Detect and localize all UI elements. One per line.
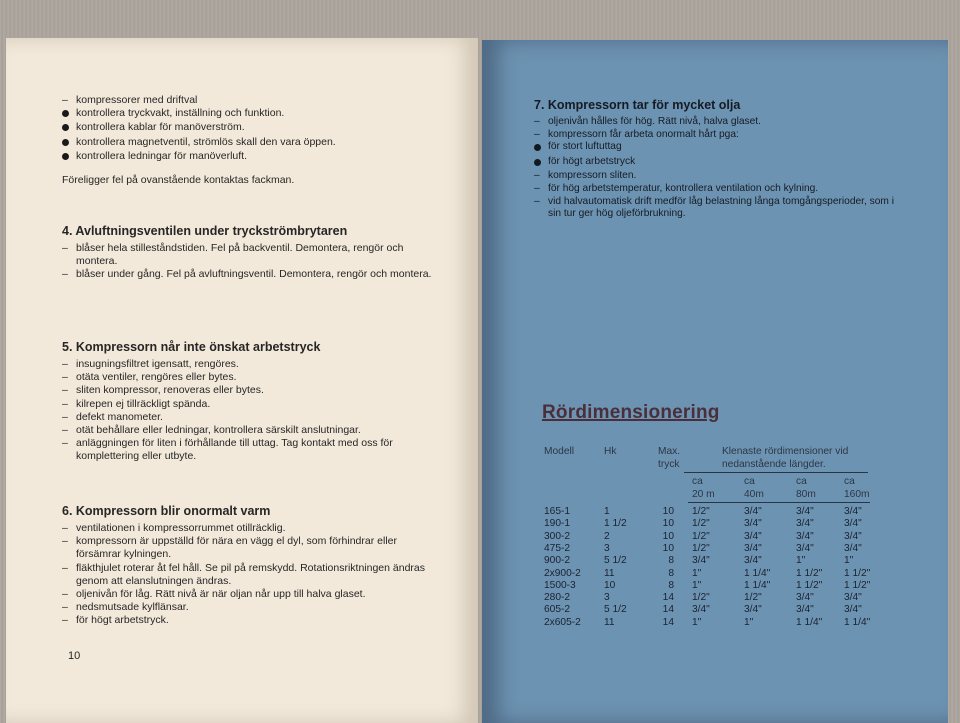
- cell-80m: 1": [796, 555, 806, 567]
- list-item: – oljenivån för låg. Rätt nivå är när oljan når upp till halva glaset.: [62, 588, 432, 601]
- cell-modell: 475-2: [544, 542, 571, 554]
- cell-hk: 2: [604, 530, 610, 542]
- length-label: 160m: [844, 489, 870, 500]
- section-heading: 6. Kompressorn blir onormalt varm: [62, 504, 271, 518]
- cell-20m: 1/2": [692, 530, 710, 542]
- cell-80m: 1 1/2": [796, 567, 823, 579]
- cell-80m: 3/4": [796, 506, 814, 517]
- table-row: [540, 555, 890, 567]
- intro-note: Föreligger fel på ovanstående kontaktas fackman.: [62, 174, 295, 187]
- list-item: kontrollera magnetventil, strömlös skall den vara öppen.: [62, 136, 452, 150]
- table-title: Rördimensionering: [542, 402, 720, 423]
- list-item: – för hög arbetstemperatur, kontrollera ventilation och kylning.: [534, 183, 894, 196]
- header-klenaste: Klenaste rördimensioner vid: [722, 446, 849, 457]
- cell-tryck: 8: [668, 567, 674, 579]
- list-item: – kompressorn får arbeta onormalt hårt pga:: [534, 129, 894, 142]
- list-item: för högt arbetstryck: [534, 156, 894, 171]
- section-7: [534, 98, 894, 221]
- header-rule: [684, 472, 868, 473]
- cell-20m: 3/4": [692, 555, 710, 567]
- cell-hk: 3: [604, 542, 610, 554]
- cell-tryck: 8: [668, 555, 674, 567]
- list-item: – defekt manometer.: [62, 411, 432, 424]
- cell-20m: 1/2": [692, 506, 710, 517]
- cell-hk: 11: [604, 567, 615, 579]
- cell-tryck: 10: [662, 506, 674, 517]
- cell-hk: 1: [604, 506, 610, 517]
- table-row: [540, 604, 890, 616]
- length-ca: ca: [844, 476, 855, 487]
- cell-modell: 190-1: [544, 518, 571, 530]
- section-heading: 5. Kompressorn når inte önskat arbetstryck: [62, 340, 321, 354]
- cell-modell: 1500-3: [544, 579, 576, 591]
- table-row: [540, 617, 890, 629]
- cell-160m: 1 1/2": [844, 579, 871, 591]
- cell-80m: 3/4": [796, 592, 814, 604]
- left-page: [6, 38, 478, 723]
- cell-160m: 1 1/4": [844, 616, 871, 628]
- cell-40m: 1 1/4": [744, 567, 771, 579]
- cell-40m: 3/4": [744, 542, 762, 554]
- cell-80m: 1 1/2": [796, 579, 823, 591]
- cell-20m: 3/4": [692, 604, 710, 616]
- cell-hk: 1 1/2: [604, 518, 627, 530]
- length-label: 80m: [796, 489, 816, 500]
- list-item: – blåser under gång. Fel på avluftningsventil. Demontera, rengör och montera.: [62, 268, 432, 281]
- cell-20m: 1/2": [692, 592, 710, 604]
- section-5: [62, 340, 432, 464]
- list-item: – kompressorer med driftval: [62, 94, 452, 107]
- cell-hk: 3: [604, 592, 610, 604]
- cell-modell: 165-1: [544, 506, 571, 517]
- table-row: [540, 518, 890, 530]
- cell-80m: 3/4": [796, 518, 814, 530]
- list-item: – otät behållare eller ledningar, kontrollera särskilt anslutningar.: [62, 424, 432, 437]
- list-item: kontrollera tryckvakt, inställning och funktion.: [62, 107, 452, 121]
- cell-80m: 3/4": [796, 542, 814, 554]
- cell-hk: 5 1/2: [604, 555, 627, 567]
- length-ca: ca: [796, 476, 807, 487]
- cell-tryck: 14: [662, 592, 674, 604]
- header-modell: Modell: [544, 446, 575, 457]
- cell-80m: 3/4": [796, 530, 814, 542]
- table-row: [540, 580, 890, 592]
- list-item: – fläkthjulet roterar åt fel håll. Se pil på remskydd. Rotationsriktningen ändras genom att elanslutningen ändras.: [62, 562, 432, 588]
- cell-tryck: 10: [662, 530, 674, 542]
- right-page: [482, 40, 948, 723]
- list-item: – nedsmutsade kylflänsar.: [62, 601, 432, 614]
- list-item: – otäta ventiler, rengöres eller bytes.: [62, 371, 432, 384]
- intro-list: [62, 94, 452, 187]
- cell-160m: 3/4": [844, 530, 862, 542]
- header-hk: Hk: [604, 446, 617, 457]
- list-item: – blåser hela stilleståndstiden. Fel på backventil. Demontera, rengör och montera.: [62, 242, 432, 268]
- section-4: [62, 224, 432, 282]
- length-label: 20 m: [692, 489, 715, 500]
- table-row: [540, 543, 890, 555]
- cell-tryck: 8: [668, 579, 674, 591]
- section-heading: 4. Avluftningsventilen under tryckströmbrytaren: [62, 224, 348, 238]
- table-row: [540, 506, 890, 518]
- cell-hk: 5 1/2: [604, 604, 627, 616]
- cell-modell: 2x605-2: [544, 616, 581, 628]
- cell-tryck: 10: [662, 518, 674, 530]
- list-item: – oljenivån hålles för hög. Rätt nivå, halva glaset.: [534, 116, 894, 129]
- cell-40m: 3/4": [744, 555, 762, 567]
- list-item: för stort luftuttag: [534, 141, 894, 156]
- length-ca: ca: [744, 476, 755, 487]
- list-item: – kompressorn sliten.: [534, 170, 894, 183]
- cell-20m: 1/2": [692, 542, 710, 554]
- header-max: Max.: [658, 446, 681, 457]
- table-row: [540, 592, 890, 604]
- list-item: – anläggningen för liten i förhållande till uttag. Tag kontakt med oss för komplettering eller utbyte.: [62, 437, 432, 463]
- cell-160m: 3/4": [844, 592, 862, 604]
- list-item: – kompressorn är uppställd för nära en vägg el dyl, som förhindrar eller försämrar kylningen.: [62, 535, 432, 561]
- list-item: kontrollera ledningar för manöverluft.: [62, 150, 452, 164]
- cell-80m: 3/4": [796, 604, 814, 616]
- cell-20m: 1": [692, 579, 702, 591]
- cell-20m: 1": [692, 616, 702, 628]
- cell-80m: 1 1/4": [796, 616, 823, 628]
- list-item: – för högt arbetstryck.: [62, 614, 432, 627]
- section-heading: 7. Kompressorn tar för mycket olja: [534, 98, 741, 112]
- header-tryck: tryck: [658, 459, 680, 470]
- section-6: [62, 504, 432, 628]
- cell-hk: 10: [604, 579, 616, 591]
- cell-modell: 605-2: [544, 604, 571, 616]
- cell-160m: 3/4": [844, 542, 862, 554]
- cell-20m: 1": [692, 567, 702, 579]
- list-item: – kilrepen ej tillräckligt spända.: [62, 398, 432, 411]
- cell-tryck: 14: [662, 616, 674, 628]
- cell-160m: 3/4": [844, 518, 862, 530]
- header-rule: [688, 502, 870, 503]
- cell-40m: 3/4": [744, 604, 762, 616]
- cell-modell: 900-2: [544, 555, 571, 567]
- length-label: 40m: [744, 489, 764, 500]
- cell-40m: 1": [744, 616, 754, 628]
- cell-160m: 3/4": [844, 604, 862, 616]
- cell-tryck: 14: [662, 604, 674, 616]
- cell-160m: 3/4": [844, 506, 862, 517]
- table-row: [540, 531, 890, 543]
- length-ca: ca: [692, 476, 703, 487]
- page-number: 10: [68, 650, 81, 662]
- cell-40m: 3/4": [744, 506, 762, 517]
- cell-modell: 280-2: [544, 592, 571, 604]
- header-klenaste-2: nedanstående längder.: [722, 459, 826, 470]
- cell-160m: 1 1/2": [844, 567, 871, 579]
- cell-modell: 300-2: [544, 530, 571, 542]
- list-item: – sliten kompressor, renoveras eller bytes.: [62, 384, 432, 397]
- cell-hk: 11: [604, 616, 615, 628]
- list-item: – ventilationen i kompressorrummet otillräcklig.: [62, 522, 432, 535]
- list-item: – vid halvautomatisk drift medför låg belastning långa tomgångsperioder, som i sin tur ger hög oljeförbrukning.: [534, 196, 894, 221]
- cell-tryck: 10: [662, 542, 674, 554]
- cell-40m: 3/4": [744, 530, 762, 542]
- cell-20m: 1/2": [692, 518, 710, 530]
- cell-40m: 1 1/4": [744, 579, 771, 591]
- cell-40m: 1/2": [744, 592, 762, 604]
- cell-modell: 2x900-2: [544, 567, 581, 579]
- list-item: – insugningsfiltret igensatt, rengöres.: [62, 358, 432, 371]
- list-item: kontrollera kablar för manöverström.: [62, 121, 452, 135]
- table-row: [540, 568, 890, 580]
- cell-40m: 3/4": [744, 518, 762, 530]
- cell-160m: 1": [844, 555, 854, 567]
